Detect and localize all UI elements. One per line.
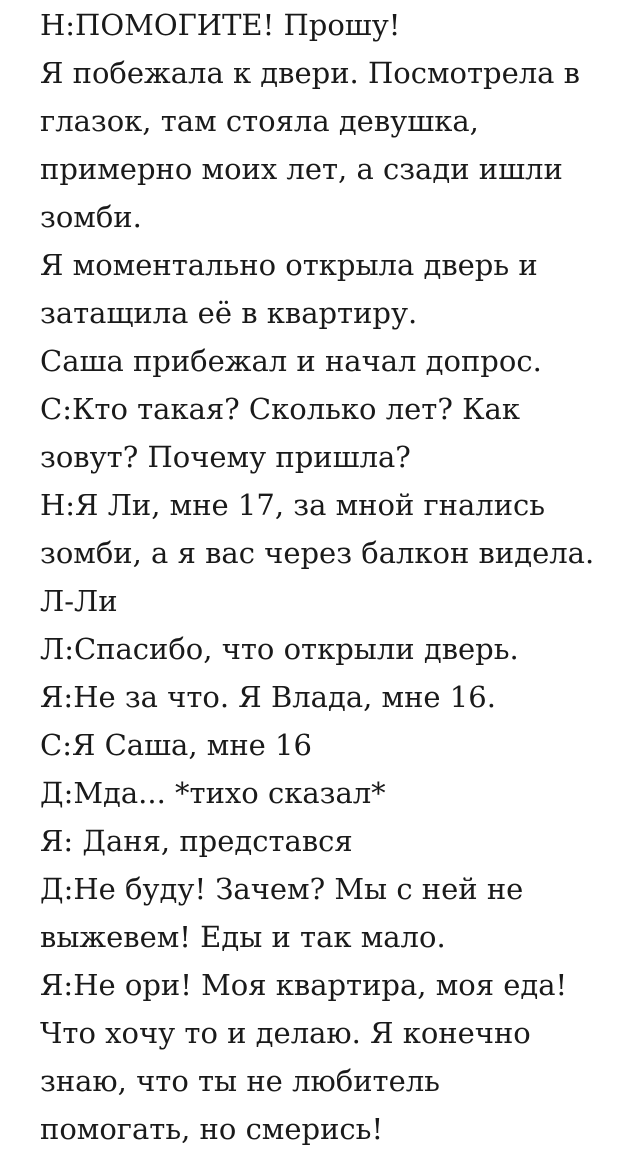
story-text (40, 0, 620, 1153)
story-line: Я: Даня, представся (40, 824, 353, 858)
story-line: зомби, а я вас через балкон видела. (40, 536, 595, 570)
story-line: Н:Я Ли, мне 17, за мной гнались (40, 488, 546, 522)
story-line: Д:Не буду! Зачем? Мы с ней не (40, 872, 524, 906)
story-line: С:Я Саша, мне 16 (40, 728, 312, 762)
story-line: глазок, там стояла девушка, (40, 104, 479, 138)
story-line: Д:Мда... *тихо сказал* (40, 776, 386, 810)
story-line: выжевем! Еды и так мало. (40, 920, 446, 954)
story-line: Саша прибежал и начал допрос. (40, 344, 542, 378)
story-line: С:Кто такая? Сколько лет? Как (40, 392, 520, 426)
story-line: Л-Ли (40, 584, 118, 618)
story-line: Я:Не за что. Я Влада, мне 16. (40, 680, 496, 714)
story-line: Н:ПОМОГИТЕ! Прошу! (40, 8, 401, 42)
story-line: Я моментально открыла дверь и (40, 248, 538, 282)
story-line: зовут? Почему пришла? (40, 440, 411, 474)
story-line: затащила её в квартиру. (40, 296, 418, 330)
story-line: примерно моих лет, а сзади ишли (40, 152, 563, 186)
story-line: Я:Не ори! Моя квартира, моя еда! (40, 968, 568, 1002)
story-line: знаю, что ты не любитель (40, 1064, 440, 1098)
story-line: помогать, но смерись! (40, 1112, 384, 1146)
story-line: Я побежала к двери. Посмотрела в (40, 56, 580, 90)
story-line: Что хочу то и делаю. Я конечно (40, 1016, 531, 1050)
story-line: Л:Спасибо, что открыли дверь. (40, 632, 519, 666)
story-line: зомби. (40, 200, 142, 234)
